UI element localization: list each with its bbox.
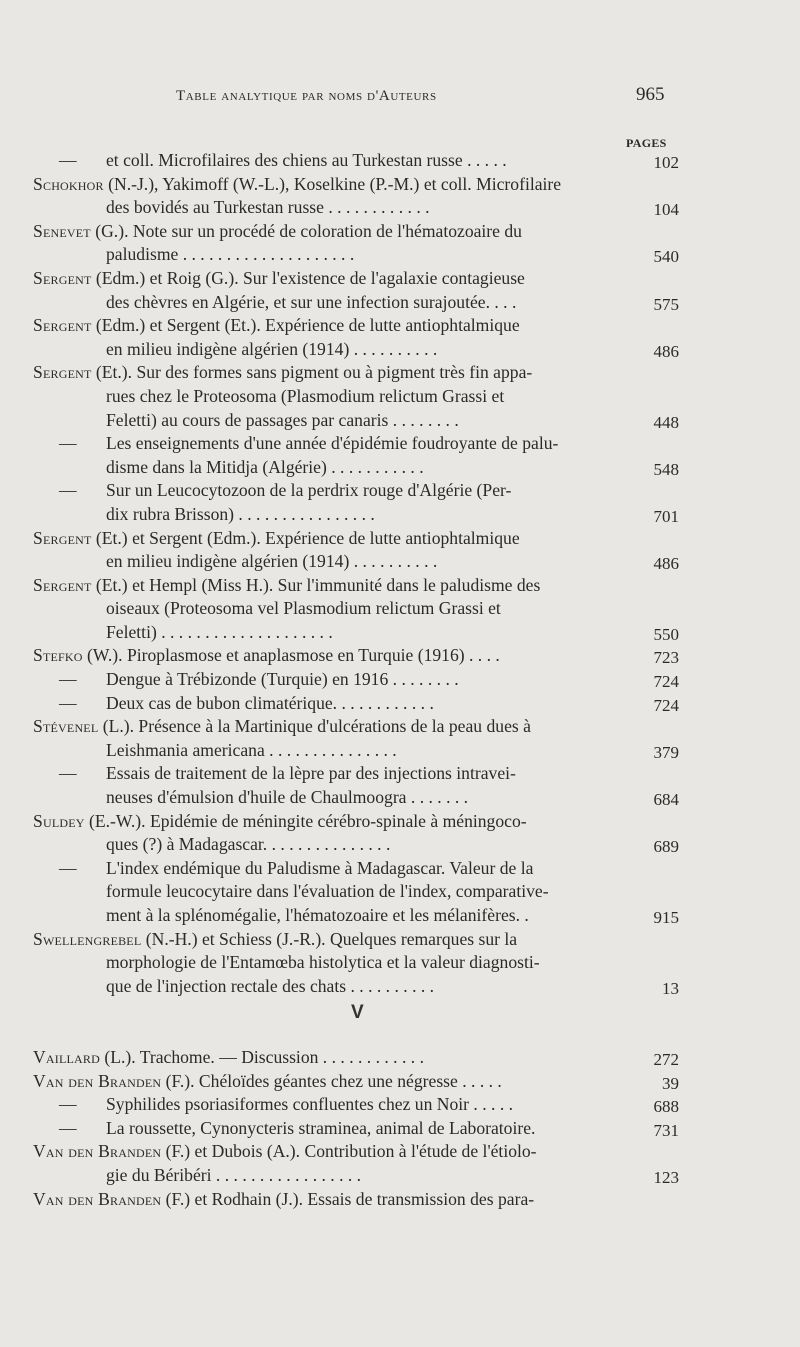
- entry-line: [0, 338, 800, 362]
- page-ref: 102: [653, 153, 679, 172]
- entry-line: [0, 621, 800, 645]
- page-ref: 448: [653, 412, 679, 432]
- entry-text: (Et.). Sur des formes sans pigment ou à pigment très fin appa-: [91, 362, 533, 383]
- author-name: Suldey: [33, 810, 85, 831]
- index-entry: [0, 715, 800, 762]
- entry-text: (Et.) et Hempl (Miss H.). Sur l'immunité dans le paludisme des: [91, 574, 541, 595]
- index-entry: [0, 173, 800, 220]
- entry-line: [0, 361, 800, 385]
- entry-line: [0, 644, 800, 668]
- entry-text: (N.-H.) et Schiess (J.-R.). Quelques remarques sur la: [141, 928, 518, 949]
- entry-text: (W.). Piroplasmose et anaplasmose en Turquie (1916) . . . .: [82, 645, 500, 666]
- entry-text: (F.). Chéloïdes géantes chez une négresse . . . . .: [161, 1070, 502, 1091]
- entry-line: [0, 432, 800, 456]
- index-entry: [0, 644, 800, 668]
- index-entry: [0, 1188, 800, 1212]
- entry-line: [0, 479, 800, 503]
- entry-line: [0, 1117, 800, 1141]
- index-entry: [0, 432, 800, 479]
- entry-line: [0, 1164, 800, 1188]
- running-header-title: Table analytique par noms d'Auteurs: [176, 88, 437, 104]
- page-ref: 272: [653, 1050, 679, 1069]
- page-number: 965: [636, 84, 665, 105]
- entry-line: [0, 550, 800, 574]
- index-entry: [0, 314, 800, 361]
- page-ref: 688: [653, 1097, 679, 1117]
- author-name: Sergent: [33, 527, 92, 548]
- entry-text: des chèvres en Algérie, et sur une infection surajoutée. . . .: [106, 291, 517, 312]
- entry-text: Dengue à Trébizonde (Turquie) en 1916 . . . . . . . .: [106, 669, 459, 690]
- index-entry: [0, 692, 800, 716]
- entry-line: [0, 173, 800, 197]
- entry-line: [0, 1070, 800, 1094]
- index-entry: [0, 361, 800, 432]
- ditto-dash: —: [59, 692, 77, 713]
- section-letter: V: [351, 1002, 364, 1023]
- page-ref: 486: [653, 554, 679, 574]
- index-entry: [0, 1117, 800, 1141]
- index-entry: [0, 1070, 800, 1094]
- entry-line: [0, 715, 800, 739]
- author-index-s: [0, 149, 800, 998]
- entry-text: (Edm.) et Roig (G.). Sur l'existence de l'agalaxie contagieuse: [91, 267, 525, 288]
- entry-text: Feletti) . . . . . . . . . . . . . . . . . . . .: [106, 621, 333, 642]
- entry-text: en milieu indigène algérien (1914) . . . . . . . . . .: [106, 338, 438, 359]
- entry-text: Sur un Leucocytozoon de la perdrix rouge d'Algérie (Per-: [106, 480, 512, 501]
- entry-line: [0, 1046, 800, 1070]
- entry-line: [0, 904, 800, 928]
- entry-line: [0, 409, 800, 433]
- entry-line: [0, 385, 800, 409]
- page-ref: 486: [653, 341, 679, 361]
- entry-text: (G.). Note sur un procédé de coloration de l'hématozoaire du: [90, 220, 522, 241]
- ditto-dash: —: [59, 150, 77, 170]
- entry-line: [0, 503, 800, 527]
- page-ref: 575: [653, 294, 679, 314]
- entry-line: [0, 220, 800, 244]
- entry-line: [0, 739, 800, 763]
- entry-line: [0, 833, 800, 857]
- entry-text: La roussette, Cynonycteris straminea, animal de Laboratoire.: [106, 1117, 536, 1138]
- entry-text: neuses d'émulsion d'huile de Chaulmoogra . . . . . . .: [106, 787, 469, 808]
- author-index-v: [0, 1046, 800, 1211]
- entry-text: oiseaux (Proteosoma vel Plasmodium relictum Grassi et: [106, 598, 501, 619]
- entry-text: disme dans la Mitidja (Algérie) . . . . . . . . . . .: [106, 456, 424, 477]
- author-name: Stévenel: [33, 716, 99, 737]
- page-ref: 689: [653, 837, 679, 857]
- entry-line: [0, 1140, 800, 1164]
- page-ref: 540: [653, 247, 679, 267]
- index-entry: [0, 267, 800, 314]
- entry-text: et coll. Microfilaires des chiens au Turkestan russe . . . . .: [106, 150, 507, 170]
- author-name: Sergent: [33, 362, 92, 383]
- author-name: Sergent: [33, 267, 92, 288]
- entry-line: [0, 149, 800, 173]
- entry-text: que de l'injection rectale des chats . . . . . . . . . .: [106, 975, 435, 996]
- page-ref: 379: [653, 742, 679, 762]
- entry-line: [0, 456, 800, 480]
- entry-text: (E.-W.). Epidémie de méningite cérébro-spinale à méningoco-: [84, 810, 527, 831]
- entry-text: (F.) et Dubois (A.). Contribution à l'étude de l'étiolo-: [161, 1141, 537, 1162]
- ditto-dash: —: [59, 763, 77, 784]
- author-name: Schokhor: [33, 173, 104, 194]
- page-ref: 548: [653, 459, 679, 479]
- index-entry: [0, 1093, 800, 1117]
- index-entry: [0, 857, 800, 928]
- index-entry: [0, 1046, 800, 1070]
- entry-line: [0, 880, 800, 904]
- entry-line: [0, 786, 800, 810]
- entry-line: [0, 975, 800, 999]
- entry-text: L'index endémique du Paludisme à Madagascar. Valeur de la: [106, 857, 534, 878]
- entry-line: [0, 574, 800, 598]
- entry-text: rues chez le Proteosoma (Plasmodium relictum Grassi et: [106, 385, 505, 406]
- entry-text: ques (?) à Madagascar. . . . . . . . . . . . . . .: [106, 834, 391, 855]
- ditto-dash: —: [59, 1117, 77, 1138]
- entry-text: (L.). Trachome. — Discussion . . . . . . . . . . . .: [99, 1047, 424, 1067]
- index-entry: [0, 527, 800, 574]
- entry-line: [0, 314, 800, 338]
- entry-text: (F.) et Rodhain (J.). Essais de transmission des para-: [161, 1188, 535, 1209]
- entry-line: [0, 810, 800, 834]
- entry-text: Essais de traitement de la lèpre par des injections intravei-: [106, 763, 516, 784]
- page-ref: 701: [653, 506, 679, 526]
- entry-line: [0, 291, 800, 315]
- page-ref: 731: [653, 1120, 679, 1140]
- ditto-dash: —: [59, 433, 77, 454]
- author-name: Van den Branden: [33, 1141, 162, 1162]
- entry-line: [0, 527, 800, 551]
- index-entry: [0, 928, 800, 999]
- author-name: Sergent: [33, 574, 92, 595]
- page-ref: 104: [653, 200, 679, 220]
- index-entry: [0, 479, 800, 526]
- page-ref: 123: [653, 1167, 679, 1187]
- pages-column-label: PAGES: [626, 136, 667, 150]
- entry-text: Deux cas de bubon climatérique. . . . . . . . . . . .: [106, 692, 434, 713]
- entry-line: [0, 762, 800, 786]
- entry-text: en milieu indigène algérien (1914) . . . . . . . . . .: [106, 551, 438, 572]
- author-name: Van den Branden: [33, 1188, 162, 1209]
- entry-text: (Edm.) et Sergent (Et.). Expérience de lutte antiophtalmique: [91, 315, 520, 336]
- author-name: Van den Branden: [33, 1070, 162, 1091]
- ditto-dash: —: [59, 480, 77, 501]
- entry-line: [0, 928, 800, 952]
- index-entry: [0, 668, 800, 692]
- page-ref: 684: [653, 790, 679, 810]
- entry-line: [0, 243, 800, 267]
- author-name: Senevet: [33, 220, 91, 241]
- index-entry: [0, 574, 800, 645]
- ditto-dash: —: [59, 669, 77, 690]
- entry-line: [0, 951, 800, 975]
- entry-line: [0, 857, 800, 881]
- entry-text: (N.-J.), Yakimoff (W.-L.), Koselkine (P.-M.) et coll. Microfilaire: [103, 173, 562, 194]
- ditto-dash: —: [59, 857, 77, 878]
- page-ref: 39: [662, 1073, 679, 1093]
- index-entry: [0, 810, 800, 857]
- entry-line: [0, 597, 800, 621]
- author-name: Stefko: [33, 645, 83, 666]
- page-ref: 724: [653, 672, 679, 692]
- entry-line: [0, 1093, 800, 1117]
- index-entry: [0, 762, 800, 809]
- entry-text: morphologie de l'Entamœba histolytica et la valeur diagnosti-: [106, 952, 540, 973]
- page-ref: 915: [653, 908, 679, 927]
- author-name: Sergent: [33, 315, 92, 336]
- entry-text: gie du Béribéri . . . . . . . . . . . . . . . . .: [106, 1164, 362, 1185]
- page-ref: 724: [653, 695, 679, 715]
- entry-text: (L.). Présence à la Martinique d'ulcérations de la peau dues à: [98, 716, 531, 737]
- entry-line: [0, 668, 800, 692]
- entry-line: [0, 267, 800, 291]
- page-ref: 550: [653, 624, 679, 644]
- entry-text: Les enseignements d'une année d'épidémie foudroyante de palu-: [106, 433, 559, 454]
- page-ref: 13: [662, 978, 679, 998]
- entry-text: formule leucocytaire dans l'évaluation de l'index, comparative-: [106, 881, 549, 902]
- page-ref: 723: [653, 648, 679, 668]
- author-name: Swellengrebel: [33, 928, 142, 949]
- entry-line: [0, 1188, 800, 1212]
- entry-line: [0, 692, 800, 716]
- entry-text: dix rubra Brisson) . . . . . . . . . . . . . . . .: [106, 503, 375, 524]
- index-entry: [0, 220, 800, 267]
- entry-text: (Et.) et Sergent (Edm.). Expérience de lutte antiophtalmique: [91, 527, 520, 548]
- entry-text: paludisme . . . . . . . . . . . . . . . . . . . .: [106, 244, 355, 265]
- index-entry: [0, 1140, 800, 1187]
- entry-text: ment à la splénomégalie, l'hématozoaire et les mélanifères. .: [106, 905, 529, 925]
- entry-text: Feletti) au cours de passages par canaris . . . . . . . .: [106, 409, 459, 430]
- ditto-dash: —: [59, 1094, 77, 1115]
- entry-line: [0, 196, 800, 220]
- index-entry: [0, 149, 800, 173]
- author-name: Vaillard: [33, 1047, 100, 1067]
- entry-text: des bovidés au Turkestan russe . . . . . . . . . . . .: [106, 197, 430, 218]
- entry-text: Syphilides psoriasiformes confluentes chez un Noir . . . . .: [106, 1094, 514, 1115]
- entry-text: Leishmania americana . . . . . . . . . . . . . . .: [106, 739, 397, 760]
